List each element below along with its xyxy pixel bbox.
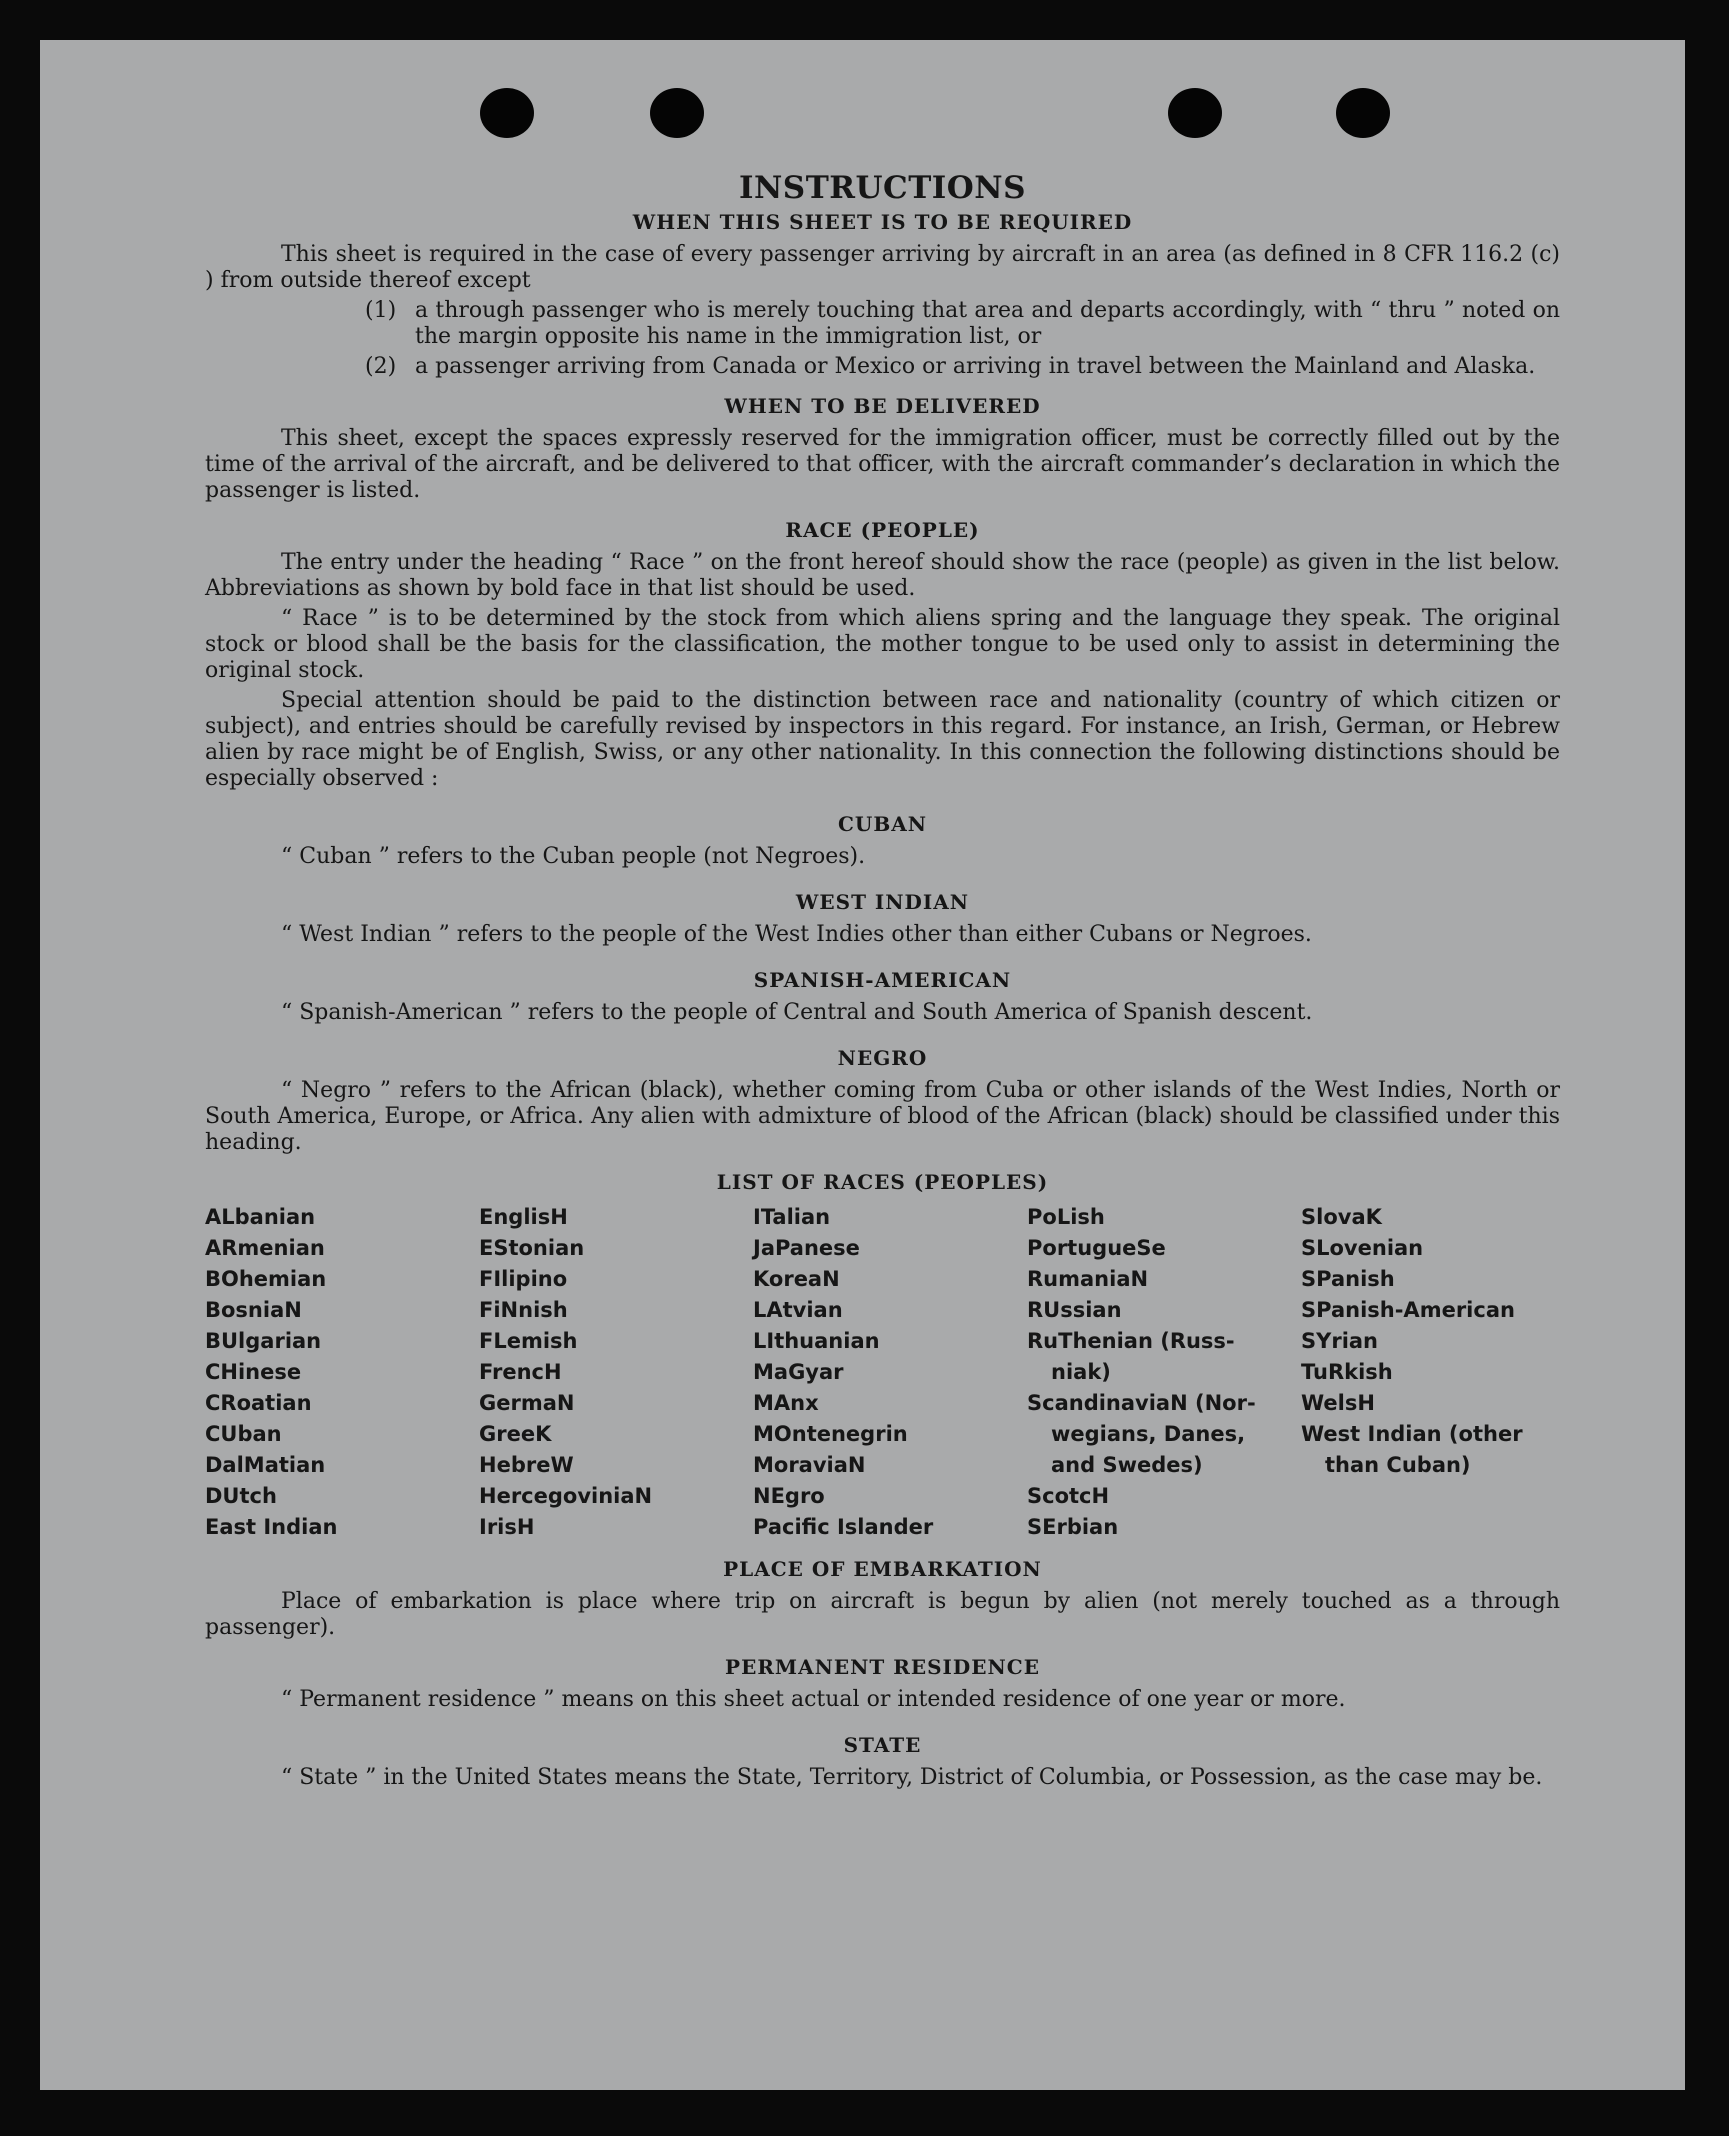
race-item: CUban [205,1422,282,1446]
race-item: MOntenegrin [753,1422,908,1446]
page-title: INSTRUCTIONS [738,170,1027,206]
race-item: EnglisH [479,1205,568,1229]
race-item: RumaniaN [1027,1267,1149,1291]
item-text: a through passenger who is merely touching that area and departs accordingly, with “ thru ” noted on the margin opposite his name in the immigration list, or [415,298,1560,349]
race-item: GermaN [479,1391,575,1415]
document-sheet [40,40,1685,2090]
race-list [205,1202,1560,1543]
race-column [1301,1202,1561,1543]
race-item: ScandinaviaN (Nor- [1027,1391,1256,1415]
paragraph: This sheet, except the spaces expressly reserved for the immigration officer, must be correctly filled out by the time of the arrival of the aircraft, and be delivered to that officer, with the aircraft commander’s declaration in which the passenger is listed. [205,426,1560,503]
exception-item [205,354,1560,380]
race-item: KoreaN [753,1267,840,1291]
item-number: (1) [365,298,397,323]
race-item: FrencH [479,1360,562,1384]
race-item: EStonian [479,1236,585,1260]
race-item: GreeK [479,1422,552,1446]
section-heading: LIST OF RACES (PEOPLES) [716,1170,1049,1194]
race-item: FIlipino [479,1267,568,1291]
race-column [1027,1202,1301,1543]
race-column [753,1202,1027,1543]
race-item: CHinese [205,1360,302,1384]
paragraph: The entry under the heading “ Race ” on the front hereof should show the race (people) as given in the list below. Abbreviations as shown by bold face in that list should be used. [205,550,1560,601]
section-heading: SPANISH-AMERICAN [753,968,1012,992]
race-item: BosniaN [205,1298,302,1322]
race-item: West Indian (other [1301,1422,1523,1446]
race-column [479,1202,753,1543]
race-item: SErbian [1027,1515,1119,1539]
race-item: wegians, Danes, [1051,1422,1246,1446]
race-item: PoLish [1027,1205,1105,1229]
section-heading: CUBAN [837,812,928,836]
race-item: WelsH [1301,1391,1375,1415]
race-item: SlovaK [1301,1205,1382,1229]
punch-hole [480,88,534,138]
race-item: PortugueSe [1027,1236,1166,1260]
race-item: SLovenian [1301,1236,1424,1260]
paragraph: Special attention should be paid to the distinction between race and nationality (country of which citizen or subject), and entries should be carefully revised by inspectors in this regard. For instance, an Irish, German, or Hebrew alien by race might be of English, Swiss, or any other nationality. In this connection the following distinctions should be especially observed : [205,688,1560,791]
race-item: SYrian [1301,1329,1379,1353]
race-item: ALbanian [205,1205,316,1229]
race-item: than Cuban) [1325,1453,1471,1477]
section-heading: PERMANENT RESIDENCE [725,1655,1040,1679]
section-heading: RACE (PEOPLE) [785,518,980,542]
race-item: DUtch [205,1484,277,1508]
section-heading: WHEN THIS SHEET IS TO BE REQUIRED [632,210,1133,234]
item-number: (2) [365,354,397,379]
punch-hole [650,88,704,138]
item-text: a passenger arriving from Canada or Mexico or arriving in travel between the Mainland and Alaska. [415,354,1536,379]
race-item: RuThenian (Russ- [1027,1329,1235,1353]
race-item: SPanish-American [1301,1298,1515,1322]
race-item: MoraviaN [753,1453,866,1477]
race-item: niak) [1051,1360,1111,1384]
race-column [205,1202,479,1543]
punch-hole [1168,88,1222,138]
race-item: SPanish [1301,1267,1395,1291]
race-item: and Swedes) [1051,1453,1203,1477]
paragraph: “ Negro ” refers to the African (black), whether coming from Cuba or other islands of the West Indies, North or South America, Europe, or Africa. Any alien with admixture of blood of the African (black) should be classified under this heading. [205,1078,1560,1155]
section-heading: WHEN TO BE DELIVERED [724,394,1041,418]
race-item: BOhemian [205,1267,327,1291]
race-item: LAtvian [753,1298,843,1322]
race-item: TuRkish [1301,1360,1393,1384]
race-item: Pacific Islander [753,1515,934,1539]
race-item: BUlgarian [205,1329,322,1353]
race-item: RUssian [1027,1298,1122,1322]
section-heading: PLACE OF EMBARKATION [723,1557,1042,1581]
race-item: FLemish [479,1329,578,1353]
paragraph: Place of embarkation is place where trip on aircraft is begun by alien (not merely touched as a through passenger). [205,1589,1560,1640]
exception-item [205,298,1560,350]
race-item: HercegoviniaN [479,1484,653,1508]
paragraph: “ West Indian ” refers to the people of the West Indies other than either Cubans or Negroes. [281,922,1312,947]
paragraph: This sheet is required in the case of every passenger arriving by aircraft in an area (as defined in 8 CFR 116.2 (c) ) from outside thereof except [205,242,1560,293]
section-heading: WEST INDIAN [795,890,970,914]
race-item: JaPanese [753,1236,860,1260]
race-item: ScotcH [1027,1484,1110,1508]
race-item: East Indian [205,1515,338,1539]
race-item: CRoatian [205,1391,312,1415]
race-item: DalMatian [205,1453,326,1477]
paragraph: “ Race ” is to be determined by the stock from which aliens spring and the language they speak. The original stock or blood shall be the basis for the classification, the mother tongue to be used only to assist in determining the original stock. [205,606,1560,683]
race-item: LIthuanian [753,1329,880,1353]
instructions-content [205,170,1560,1791]
paragraph: “ Spanish-American ” refers to the people of Central and South America of Spanish descent. [281,1000,1313,1025]
punch-hole [1336,88,1390,138]
race-item: ITalian [753,1205,831,1229]
race-item: HebreW [479,1453,574,1477]
section-heading: NEGRO [837,1046,928,1070]
race-item: FiNnish [479,1298,568,1322]
race-item: NEgro [753,1484,825,1508]
section-heading: STATE [843,1733,922,1757]
race-item: MaGyar [753,1360,844,1384]
race-item: ARmenian [205,1236,325,1260]
paragraph: “ State ” in the United States means the State, Territory, District of Columbia, or Possession, as the case may be. [281,1765,1543,1790]
race-item: IrisH [479,1515,535,1539]
paragraph: “ Permanent residence ” means on this sheet actual or intended residence of one year or more. [281,1687,1346,1712]
paragraph: “ Cuban ” refers to the Cuban people (not Negroes). [281,844,866,869]
race-item: MAnx [753,1391,819,1415]
